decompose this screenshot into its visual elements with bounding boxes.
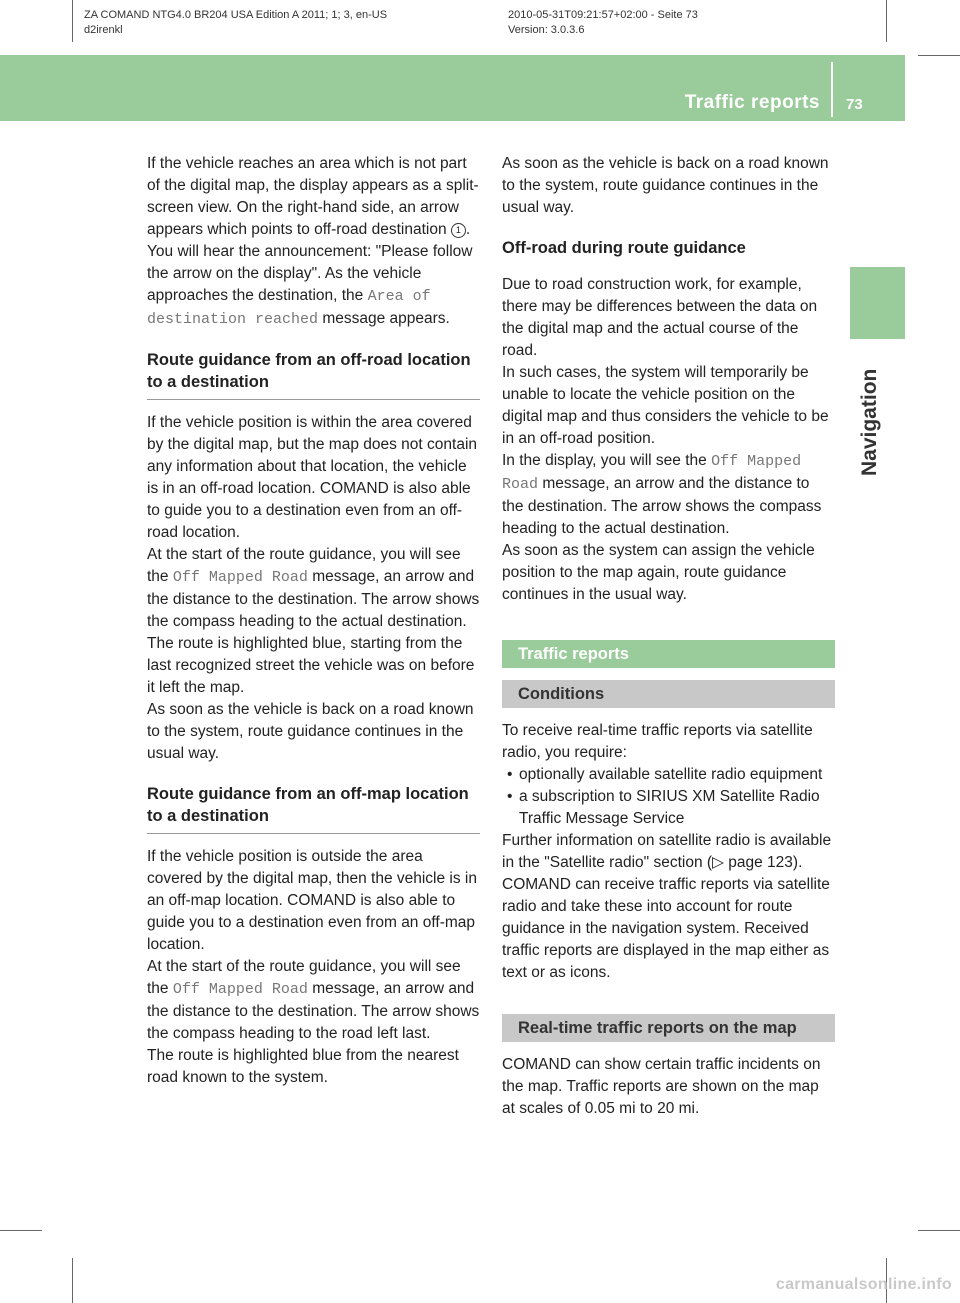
paragraph: The route is highlighted blue from the nearest road known to the system.: [147, 1047, 459, 1086]
paragraph: To receive real-time traffic reports via satellite radio, you require:: [502, 722, 813, 761]
crop-mark: [72, 0, 73, 42]
section-heading: Off-road during route guidance: [502, 239, 746, 257]
display-message: Off Mapped Road: [172, 569, 308, 586]
print-meta-left: [84, 8, 387, 38]
meta-line: d2irenkl: [84, 24, 123, 36]
page-ref-arrow-icon: ▷: [712, 854, 724, 871]
paragraph: In the display, you will see the Off Mapped Road message, an arrow and the distance to the destination. The arrow shows the compass heading to the actual destination.: [502, 452, 822, 537]
left-column: [147, 153, 480, 1089]
paragraph: In such cases, the system will temporarily be unable to locate the vehicle position on the digital map and thus considers the vehicle to be in an off-road position.: [502, 364, 829, 447]
watermark: carmanualsonline.info: [775, 1276, 952, 1293]
section-tab: [850, 267, 905, 339]
section-heading: Route guidance from an off-road location to a destination: [147, 349, 480, 400]
paragraph: At the start of the route guidance, you will see the Off Mapped Road message, an arrow and the distance to the destination. The arrow shows the compass heading to the actual destination.: [147, 546, 480, 630]
meta-line: Version: 3.0.3.6: [508, 24, 585, 36]
paragraph: If the vehicle position is outside the area covered by the digital map, then the vehicle is in an off-map location. COMAND is also able to guide you to a destination even from an off-map location.: [147, 848, 477, 953]
paragraph: If the vehicle reaches an area which is not part of the digital map, the display appears as a split-screen view. On the right-hand side, an arrow appears which points to off-road destination 1 . You will hear the announcement: "Please follow the arrow on the display". As the vehicle approaches the destination, the Area of destination reached message appears.: [147, 155, 479, 328]
meta-line: 2010-05-31T09:21:57+02:00 - Seite 73: [508, 9, 698, 21]
page-reference-link[interactable]: page 123: [728, 854, 793, 871]
paragraph: As soon as the vehicle is back on a road known to the system, route guidance continues in the usual way.: [502, 155, 829, 216]
crop-mark: [918, 55, 960, 56]
crop-mark: [72, 1258, 73, 1303]
paragraph: As soon as the vehicle is back on a road known to the system, route guidance continues in the usual way.: [147, 701, 474, 762]
display-message: Area of destination reached: [147, 288, 431, 328]
paragraph: As soon as the system can assign the vehicle position to the map again, route guidance continues in the usual way.: [502, 542, 815, 603]
right-column: [502, 153, 835, 1120]
page-title: Traffic reports: [684, 92, 820, 113]
paragraph: The route is highlighted blue, starting from the last recognized street the vehicle was on before it left the map.: [147, 635, 475, 696]
paragraph: COMAND can receive traffic reports via satellite radio and take these into account for route guidance in the navigation system. Received traffic reports are displayed in the map either as text or as icons.: [502, 876, 830, 981]
bullet-icon: •: [507, 788, 513, 805]
paragraph: At the start of the route guidance, you will see the Off Mapped Road message, an arrow and the distance to the destination. The arrow shows the compass heading to the road left last.: [147, 958, 480, 1042]
bullet-icon: •: [507, 766, 513, 783]
paragraph: Further information on satellite radio is available in the "Satellite radio" section (▷ page 123).: [502, 832, 832, 871]
crop-mark: [886, 0, 887, 42]
header-divider: [831, 62, 833, 117]
list-item: • optionally available satellite radio equipment: [502, 764, 835, 786]
paragraph: Due to road construction work, for example, there may be differences between the data on the digital map and the actual course of the road.: [502, 276, 818, 359]
section-heading: Route guidance from an off-map location to a destination: [147, 783, 480, 834]
list-item: • a subscription to SIRIUS XM Satellite Radio Traffic Message Service: [502, 786, 835, 830]
print-meta-right: [508, 8, 698, 38]
page-number: 73: [846, 96, 863, 113]
section-band-realtime: Real-time traffic reports on the map: [502, 1014, 835, 1042]
paragraph: COMAND can show certain traffic incidents on the map. Traffic reports are shown on the map at scales of 0.05 mi to 20 mi.: [502, 1056, 821, 1117]
meta-line: ZA COMAND NTG4.0 BR204 USA Edition A 2011; 1; 3, en-US: [84, 9, 388, 21]
section-label: Navigation: [858, 368, 881, 476]
display-message: Off Mapped Road: [172, 981, 308, 998]
section-band-traffic-reports: Traffic reports: [502, 640, 835, 668]
crop-mark: [0, 1230, 42, 1231]
display-message: Off Mapped Road: [502, 453, 802, 493]
crop-mark: [918, 1230, 960, 1231]
marker-1-icon: 1: [451, 223, 466, 238]
section-band-conditions: Conditions: [502, 680, 835, 708]
paragraph: If the vehicle position is within the area covered by the digital map, but the map does not contain any information about that location, the vehicle is in an off-road location. COMAND is also able to guide you to a destination even from an off-road location.: [147, 414, 478, 541]
